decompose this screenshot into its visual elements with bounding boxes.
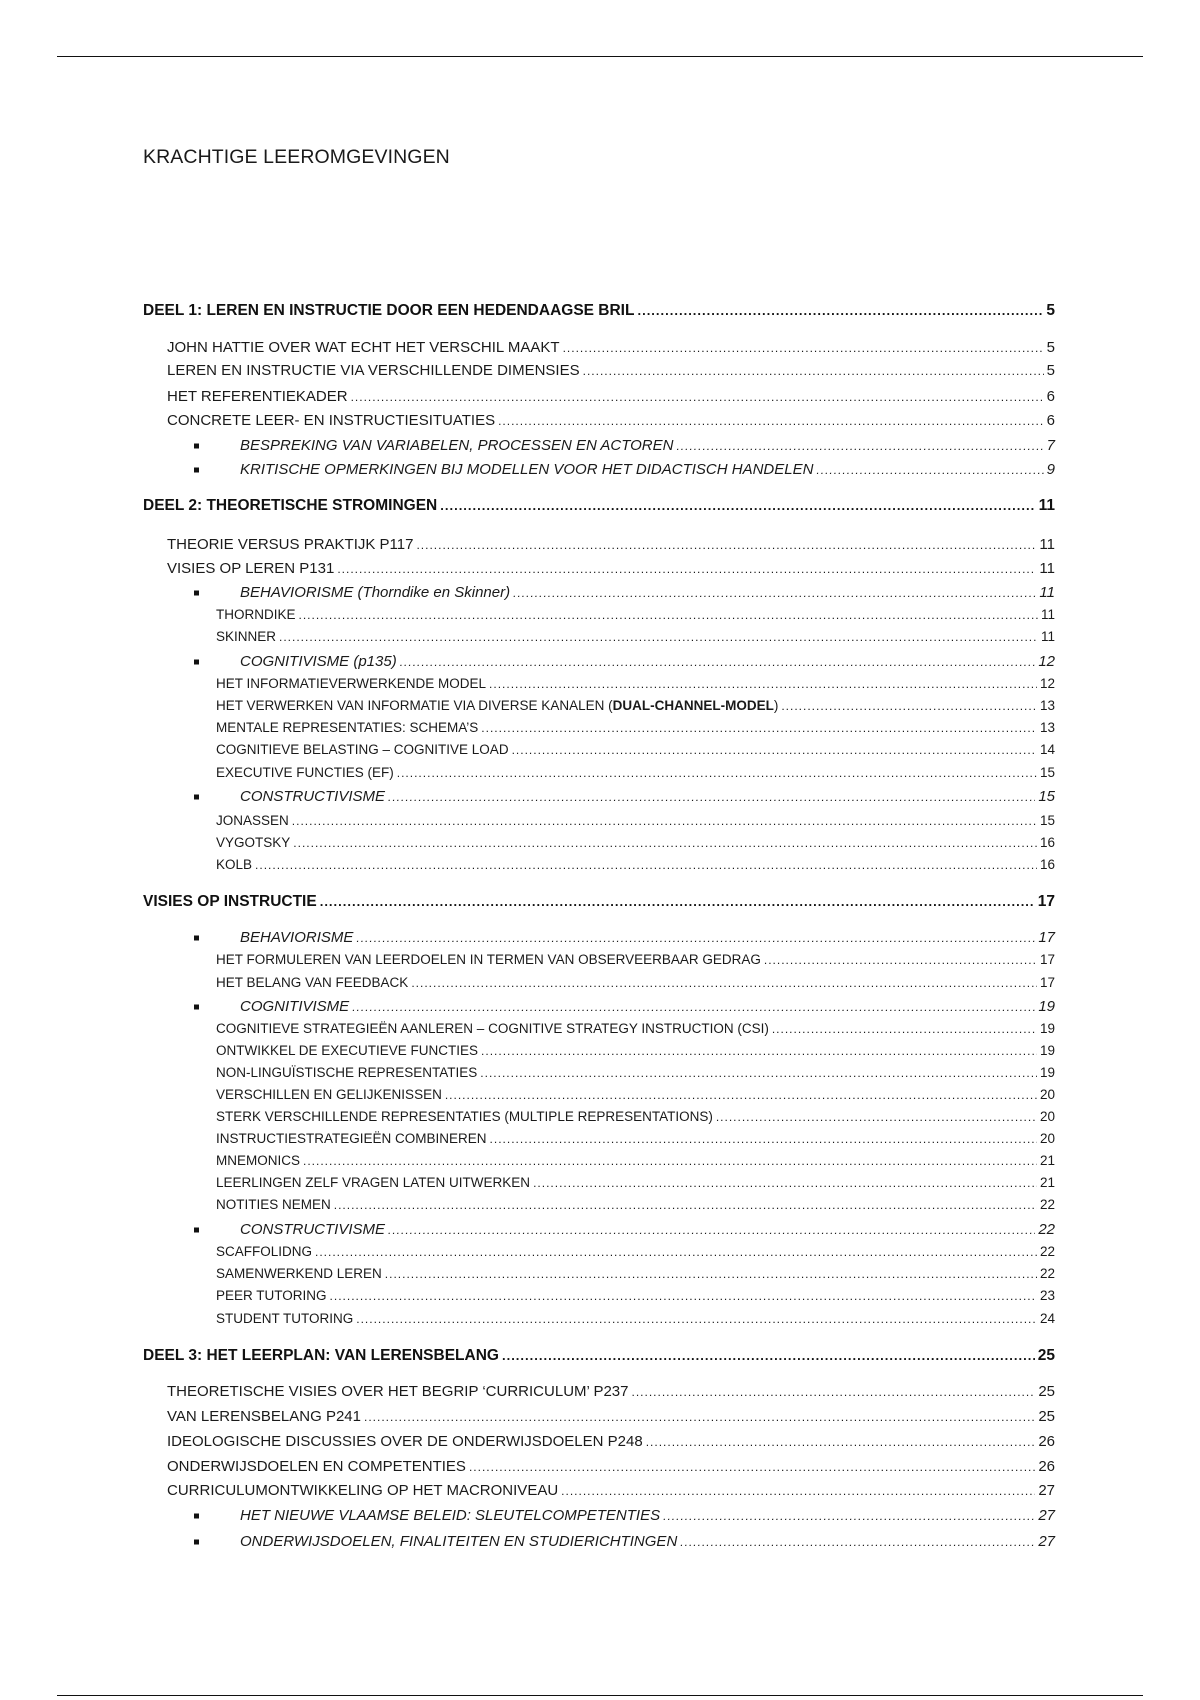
toc-entry[interactable] (216, 743, 1055, 757)
toc-entry[interactable] (240, 999, 1055, 1014)
toc-entry[interactable] (216, 1088, 1055, 1102)
toc-entry[interactable] (167, 561, 1055, 576)
toc-page-number: 17 (1038, 929, 1055, 946)
toc-page-number: 15 (1039, 813, 1055, 828)
dot-leader (356, 1313, 1037, 1325)
toc-page-number: 6 (1046, 388, 1055, 405)
toc-page-number: 26 (1038, 1433, 1055, 1450)
toc-entry-label: VISIES OP LEREN P131 (167, 560, 335, 577)
dot-leader (388, 791, 1035, 803)
dot-leader (781, 700, 1037, 712)
toc-page-number: 7 (1046, 437, 1055, 454)
dot-leader (632, 1386, 1036, 1398)
toc-entry-label: JOHN HATTIE OVER WAT ECHT HET VERSCHIL MAAKT (167, 339, 560, 356)
toc-entry-label: THORNDIKE (216, 607, 296, 622)
toc-entry[interactable] (167, 537, 1055, 552)
toc-entry[interactable] (216, 1267, 1055, 1281)
dot-leader (663, 1510, 1035, 1522)
dot-leader (502, 1349, 1035, 1362)
toc-page-number: 19 (1038, 998, 1055, 1015)
toc-page-number: 24 (1039, 1311, 1055, 1326)
toc-entry-label: CURRICULUMONTWIKKELING OP HET MACRONIVEAU (167, 1482, 559, 1499)
dot-leader (646, 1436, 1036, 1448)
dot-leader (352, 1001, 1035, 1013)
dot-leader (481, 1045, 1037, 1057)
toc-page-number: 19 (1039, 1065, 1055, 1080)
dot-leader (299, 609, 1038, 621)
dot-leader (469, 1461, 1035, 1473)
toc-entry[interactable] (240, 1508, 1055, 1523)
toc-page-number: 22 (1039, 1197, 1055, 1212)
dot-leader (292, 815, 1037, 827)
toc-entry-label: COGNITIEVE BELASTING – COGNITIVE LOAD (216, 742, 509, 757)
toc-entry[interactable] (240, 789, 1055, 804)
toc-entry-label: VYGOTSKY (216, 835, 291, 850)
bullet-icon (194, 443, 199, 448)
dot-leader (481, 722, 1037, 734)
document-title: KRACHTIGE LEEROMGEVINGEN (143, 146, 450, 168)
toc-page-number: 11 (1039, 560, 1055, 577)
toc-entry-label: SKINNER (216, 629, 277, 644)
dot-leader (489, 678, 1037, 690)
dot-leader (637, 304, 1043, 317)
toc-entry-label: DEEL 1: LEREN EN INSTRUCTIE DOOR EEN HEDENDAAGSE BRIL (143, 302, 635, 319)
dot-leader (330, 1290, 1037, 1302)
toc-entry-label: COGNITIEVE STRATEGIEËN AANLEREN – COGNITIVE STRATEGY INSTRUCTION (CSI) (216, 1021, 769, 1036)
toc-entry-label: COGNITIVISME (240, 998, 350, 1015)
toc-entry-label: SAMENWERKEND LEREN (216, 1266, 382, 1281)
toc-page-number: 16 (1039, 857, 1055, 872)
toc-page-number: 12 (1039, 676, 1055, 691)
toc-entry-label: HET VERWERKEN VAN INFORMATIE VIA DIVERSE KANALEN (DUAL-CHANNEL-MODEL) (216, 698, 779, 713)
dot-leader (445, 1089, 1037, 1101)
toc-entry[interactable] (240, 438, 1055, 453)
dot-leader (411, 977, 1037, 989)
toc-entry[interactable] (167, 1434, 1055, 1449)
dot-leader (315, 1246, 1037, 1258)
bullet-icon (194, 1539, 199, 1544)
toc-entry-label: HET INFORMATIEVERWERKENDE MODEL (216, 676, 487, 691)
toc-entry-label: CONCRETE LEER- EN INSTRUCTIESITUATIES (167, 412, 496, 429)
toc-entry[interactable] (143, 894, 1055, 910)
toc-page-number: 15 (1038, 788, 1055, 805)
dot-leader (388, 1224, 1035, 1236)
dot-leader (334, 1199, 1037, 1211)
toc-entry-label: HET FORMULEREN VAN LEERDOELEN IN TERMEN VAN OBSERVEERBAAR GEDRAG (216, 952, 761, 967)
toc-page-number: 20 (1039, 1087, 1055, 1102)
toc-page-number: 27 (1038, 1482, 1055, 1499)
toc-entry[interactable] (143, 1348, 1055, 1364)
toc-entry-label: STUDENT TUTORING (216, 1311, 354, 1326)
toc-entry-label: LEERLINGEN ZELF VRAGEN LATEN UITWERKEN (216, 1175, 531, 1190)
dot-leader (480, 1067, 1037, 1079)
toc-page-number: 26 (1038, 1458, 1055, 1475)
toc-entry-label: MNEMONICS (216, 1153, 300, 1168)
toc-entry[interactable] (216, 1022, 1055, 1036)
toc-entry[interactable] (240, 930, 1055, 945)
toc-entry[interactable] (240, 462, 1055, 477)
toc-entry-label: DEEL 3: HET LEERPLAN: VAN LERENSBELANG (143, 1347, 499, 1364)
toc-page-number: 14 (1039, 742, 1055, 757)
toc-page-number: 9 (1046, 461, 1055, 478)
toc-entry-label: EXECUTIVE FUNCTIES (EF) (216, 765, 394, 780)
toc-page-number: 20 (1039, 1131, 1055, 1146)
toc-entry-label: COGNITIVISME (p135) (240, 653, 397, 670)
toc-page-number: 11 (1039, 536, 1055, 553)
toc-entry[interactable] (167, 1409, 1055, 1424)
toc-entry-label: BEHAVIORISME (240, 929, 354, 946)
toc-entry[interactable] (216, 1289, 1055, 1303)
toc-entry-label: BESPREKING VAN VARIABELEN, PROCESSEN EN ACTOREN (240, 437, 674, 454)
toc-page-number: 21 (1039, 1153, 1055, 1168)
toc-entry[interactable] (216, 1312, 1055, 1326)
toc-entry[interactable] (216, 1176, 1055, 1190)
toc-entry-label: JONASSEN (216, 813, 289, 828)
toc-entry[interactable] (216, 677, 1055, 691)
dot-leader (561, 1485, 1035, 1497)
dot-leader (680, 1536, 1035, 1548)
dot-leader (716, 1111, 1037, 1123)
dot-leader (255, 859, 1037, 871)
toc-entry-label: KOLB (216, 857, 253, 872)
toc-page-number: 17 (1039, 952, 1055, 967)
toc-entry[interactable] (216, 1110, 1055, 1124)
toc-page-number: 20 (1039, 1109, 1055, 1124)
toc-entry-label: SCAFFOLIDNG (216, 1244, 313, 1259)
bullet-icon (194, 1227, 199, 1232)
bullet-icon (194, 935, 199, 940)
toc-entry-label: ONDERWIJSDOELEN EN COMPETENTIES (167, 1458, 466, 1475)
dot-leader (279, 631, 1038, 643)
toc-page-number: 5 (1046, 362, 1055, 379)
toc-entry[interactable] (167, 389, 1055, 404)
toc-page-number: 13 (1039, 720, 1055, 735)
toc-entry[interactable] (216, 953, 1055, 967)
toc-entry-label-emphasis: DUAL-CHANNEL-MODEL (612, 698, 774, 713)
toc-entry-label: HET NIEUWE VLAAMSE BELEID: SLEUTELCOMPETENTIES (240, 1507, 661, 1524)
toc-entry[interactable] (216, 1132, 1055, 1146)
toc-entry-label: NOTITIES NEMEN (216, 1197, 331, 1212)
toc-entry[interactable] (167, 1459, 1055, 1474)
dot-leader (440, 499, 1035, 512)
toc-entry[interactable] (216, 836, 1055, 850)
toc-entry[interactable] (216, 699, 1055, 713)
dot-leader (512, 744, 1037, 756)
dot-leader (676, 440, 1043, 452)
bullet-icon (194, 1513, 199, 1518)
footer-rule (57, 1695, 1143, 1696)
toc-entry-label: DEEL 2: THEORETISCHE STROMINGEN (143, 497, 438, 514)
dot-leader (385, 1268, 1037, 1280)
toc-entry[interactable] (143, 498, 1055, 514)
dot-leader (513, 587, 1036, 599)
toc-entry[interactable] (216, 1245, 1055, 1259)
toc-entry-label: VAN LERENSBELANG P241 (167, 1408, 361, 1425)
toc-entry-label: PEER TUTORING (216, 1288, 327, 1303)
toc-page-number: 22 (1039, 1244, 1055, 1259)
toc-entry[interactable] (216, 1198, 1055, 1212)
bullet-icon (194, 794, 199, 799)
dot-leader (416, 539, 1036, 551)
bullet-icon (194, 1004, 199, 1009)
toc-entry[interactable] (216, 1154, 1055, 1168)
toc-entry[interactable] (240, 1534, 1055, 1549)
dot-leader (337, 563, 1036, 575)
toc-entry-label: KRITISCHE OPMERKINGEN BIJ MODELLEN VOOR HET DIDACTISCH HANDELEN (240, 461, 814, 478)
toc-entry-label: LEREN EN INSTRUCTIE VIA VERSCHILLENDE DIMENSIES (167, 362, 580, 379)
toc-entry[interactable] (216, 858, 1055, 872)
toc-entry-label: CONSTRUCTIVISME (240, 1221, 386, 1238)
toc-entry-label: IDEOLOGISCHE DISCUSSIES OVER DE ONDERWIJSDOELEN P248 (167, 1433, 643, 1450)
toc-page-number: 22 (1038, 1221, 1055, 1238)
dot-leader (498, 415, 1044, 427)
toc-entry[interactable] (216, 608, 1055, 622)
toc-page-number: 25 (1038, 1408, 1055, 1425)
toc-entry-label: ONDERWIJSDOELEN, FINALITEITEN EN STUDIERICHTINGEN (240, 1533, 678, 1550)
dot-leader (293, 837, 1037, 849)
dot-leader (772, 1023, 1037, 1035)
toc-page-number: 21 (1039, 1175, 1055, 1190)
toc-entry-label: INSTRUCTIESTRATEGIEËN COMBINEREN (216, 1131, 487, 1146)
dot-leader (400, 656, 1036, 668)
toc-page-number: 23 (1039, 1288, 1055, 1303)
toc-page-number: 16 (1039, 835, 1055, 850)
dot-leader (563, 342, 1044, 354)
toc-entry-label: HET REFERENTIEKADER (167, 388, 348, 405)
dot-leader (583, 365, 1044, 377)
dot-leader (816, 464, 1043, 476)
toc-entry-label: BEHAVIORISME (Thorndike en Skinner) (240, 584, 511, 601)
toc-page-number: 15 (1039, 765, 1055, 780)
toc-entry[interactable] (240, 654, 1055, 669)
toc-page-number: 13 (1039, 698, 1055, 713)
toc-entry-label: HET BELANG VAN FEEDBACK (216, 975, 409, 990)
toc-entry[interactable] (216, 814, 1055, 828)
toc-entry[interactable] (216, 976, 1055, 990)
toc-entry-label: CONSTRUCTIVISME (240, 788, 386, 805)
toc-page-number: 25 (1037, 1347, 1055, 1364)
toc-entry[interactable] (167, 1483, 1055, 1498)
toc-page-number: 12 (1038, 653, 1055, 670)
toc-entry-label: VERSCHILLEN EN GELIJKENISSEN (216, 1087, 442, 1102)
toc-entry-label: MENTALE REPRESENTATIES: SCHEMA’S (216, 720, 479, 735)
toc-entry-label: ONTWIKKEL DE EXECUTIEVE FUNCTIES (216, 1043, 479, 1058)
toc-entry[interactable] (240, 1222, 1055, 1237)
dot-leader (533, 1177, 1037, 1189)
toc-entry[interactable] (216, 766, 1055, 780)
toc-page-number: 5 (1046, 302, 1055, 319)
toc-entry[interactable] (167, 413, 1055, 428)
toc-entry[interactable] (216, 630, 1055, 644)
dot-leader (303, 1155, 1037, 1167)
toc-page-number: 27 (1038, 1533, 1055, 1550)
toc-entry-label: NON-LINGUÏSTISCHE REPRESENTATIES (216, 1065, 478, 1080)
toc-entry-label: THEORETISCHE VISIES OVER HET BEGRIP ‘CURRICULUM’ P237 (167, 1383, 629, 1400)
dot-leader (397, 767, 1037, 779)
toc-page-number: 6 (1046, 412, 1055, 429)
bullet-icon (194, 590, 199, 595)
dot-leader (320, 895, 1035, 908)
toc-page-number: 25 (1038, 1383, 1055, 1400)
toc-entry[interactable] (167, 340, 1055, 355)
toc-entry[interactable] (240, 585, 1055, 600)
toc-entry[interactable] (143, 303, 1055, 319)
toc-page-number: 22 (1039, 1266, 1055, 1281)
toc-page-number: 11 (1039, 584, 1055, 601)
toc-page-number: 11 (1038, 497, 1055, 514)
toc-entry-label: VISIES OP INSTRUCTIE (143, 893, 317, 910)
toc-entry[interactable] (216, 1044, 1055, 1058)
dot-leader (490, 1133, 1037, 1145)
dot-leader (364, 1411, 1035, 1423)
toc-entry-label: THEORIE VERSUS PRAKTIJK P117 (167, 536, 414, 553)
toc-page-number: 11 (1040, 629, 1055, 644)
dot-leader (351, 391, 1044, 403)
toc-entry[interactable] (216, 1066, 1055, 1080)
toc-page-number: 11 (1040, 607, 1055, 622)
bullet-icon (194, 467, 199, 472)
bullet-icon (194, 659, 199, 664)
toc-page-number: 5 (1046, 339, 1055, 356)
toc-page-number: 27 (1038, 1507, 1055, 1524)
toc-entry[interactable] (167, 363, 1055, 378)
dot-leader (764, 954, 1037, 966)
toc-entry-label: STERK VERSCHILLENDE REPRESENTATIES (MULTIPLE REPRESENTATIONS) (216, 1109, 713, 1124)
toc-page-number: 17 (1039, 975, 1055, 990)
toc-page-number: 19 (1039, 1021, 1055, 1036)
toc-entry[interactable] (216, 721, 1055, 735)
toc-entry[interactable] (167, 1384, 1055, 1399)
dot-leader (356, 932, 1035, 944)
toc-page-number: 19 (1039, 1043, 1055, 1058)
toc-page-number: 17 (1037, 893, 1055, 910)
